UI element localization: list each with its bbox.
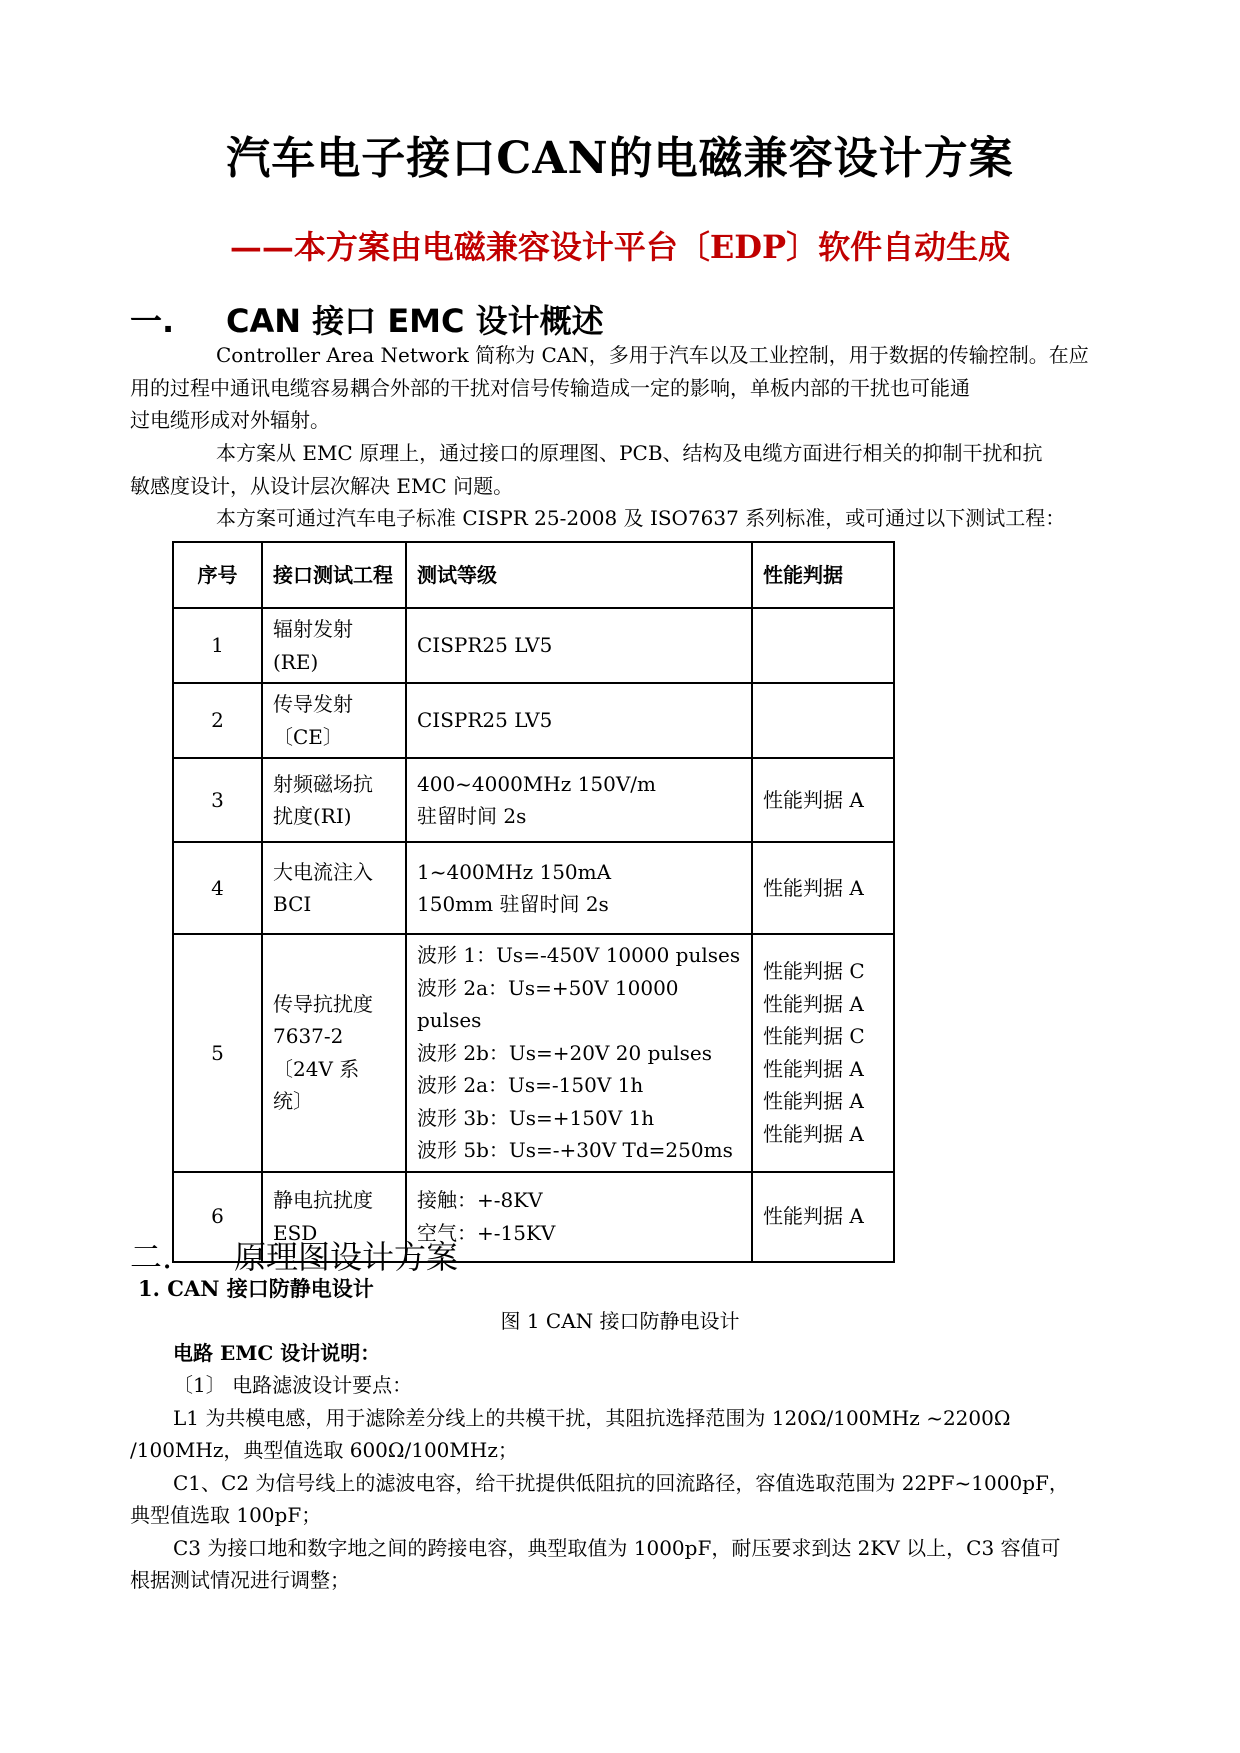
subsection-1-heading: 1. CAN 接口防静电设计 — [138, 1276, 374, 1301]
header-no: 序号 — [173, 542, 262, 608]
point-1-heading: 〔1〕 电路滤波设计要点： — [173, 1373, 413, 1397]
emc-notes-label: 电路 EMC 设计说明： — [173, 1341, 381, 1365]
row-criteria: 性能判据 A — [752, 758, 894, 842]
row-level: CISPR25 LV5 — [406, 608, 752, 683]
row-level: 波形 1：Us=-450V 10000 pulses 波形 2a：Us=+50V 10000 pulses 波形 2b：Us=+20V 20 pulses 波形 2a：Us=-150V 1h 波形 3b：Us=+150V 1h 波形 5b：Us=-+30V Td=250ms — [406, 934, 752, 1172]
row-level: 接触：+-8KV 空气：+-15KV — [406, 1172, 752, 1262]
row-criteria: 性能判据 A — [752, 842, 894, 934]
row-no: 3 — [173, 758, 262, 842]
row-level: 400~4000MHz 150V/m 驻留时间 2s — [406, 758, 752, 842]
row-no: 2 — [173, 683, 262, 758]
section-2-number: 二. — [130, 1238, 173, 1276]
row-item: 辐射发射 (RE) — [262, 608, 406, 683]
row-no: 4 — [173, 842, 262, 934]
intro-paragraph-1 — [130, 339, 1110, 437]
row-item: 传导发射 〔CE〕 — [262, 683, 406, 758]
intro-line: 过电缆形成对外辐射。 — [130, 408, 330, 432]
table-row — [173, 842, 894, 934]
section-1-number: 一. — [130, 302, 175, 340]
table-row — [173, 934, 894, 1172]
section-2-title: 原理图设计方案 — [234, 1238, 459, 1276]
header-level: 测试等级 — [406, 542, 752, 608]
c1c2-line-2: 典型值选取 100pF； — [130, 1503, 322, 1527]
table-row — [173, 683, 894, 758]
c3-line-2: 根据测试情况进行调整； — [130, 1568, 350, 1592]
document-subtitle: ——本方案由电磁兼容设计平台〔EDP〕软件自动生成 — [229, 228, 1011, 266]
test-items-table — [172, 541, 895, 1263]
table-row — [173, 608, 894, 683]
intro-line: 敏感度设计，从设计层次解决 EMC 问题。 — [130, 473, 514, 498]
table-header-row — [173, 542, 894, 608]
document-title: 汽车电子接口CAN的电磁兼容设计方案 — [226, 133, 1014, 184]
row-item: 大电流注入 BCI — [262, 842, 406, 934]
row-no: 1 — [173, 608, 262, 683]
row-no: 5 — [173, 934, 262, 1172]
table-row — [173, 758, 894, 842]
row-item: 射频磁场抗 扰度(RI) — [262, 758, 406, 842]
row-criteria: 性能判据 A — [752, 1172, 894, 1262]
section-1-title: CAN 接口 EMC 设计概述 — [226, 302, 604, 340]
intro-paragraph-2 — [130, 437, 1110, 502]
intro-line: Controller Area Network 简称为 CAN，多用于汽车以及工业控制，用于数据的传输控制。在应 — [216, 343, 1089, 367]
figure-caption: 图 1 CAN 接口防静电设计 — [500, 1309, 740, 1333]
row-criteria — [752, 608, 894, 683]
l1-line-2: /100MHz，典型值选取 600Ω/100MHz； — [130, 1438, 518, 1462]
row-criteria — [752, 683, 894, 758]
row-item: 传导抗扰度 7637-2 〔24V 系 统〕 — [262, 934, 406, 1172]
row-level: CISPR25 LV5 — [406, 683, 752, 758]
l1-line-1: L1 为共模电感，用于滤除差分线上的共模干扰，其阻抗选择范围为 120Ω/100MHz ~2200Ω — [173, 1405, 1011, 1430]
header-criteria: 性能判据 — [752, 542, 894, 608]
row-no: 6 — [173, 1172, 262, 1262]
intro-line: 用的过程中通讯电缆容易耦合外部的干扰对信号传输造成一定的影响，单板内部的干扰也可能通 — [130, 375, 970, 400]
emc-notes-body — [130, 1369, 1110, 1597]
header-item: 接口测试工程 — [262, 542, 406, 608]
row-item: 静电抗扰度 ESD — [262, 1172, 406, 1262]
intro-paragraph-3 — [130, 502, 1110, 535]
intro-line: 本方案可通过汽车电子标准 CISPR 25-2008 及 ISO7637 系列标准，或可通过以下测试工程： — [216, 506, 1066, 530]
c3-line-1: C3 为接口地和数字地之间的跨接电容，典型取值为 1000pF，耐压要求到达 2KV 以上，C3 容值可 — [173, 1535, 1061, 1560]
row-criteria: 性能判据 C 性能判据 A 性能判据 C 性能判据 A 性能判据 A 性能判据 A — [752, 934, 894, 1172]
c1c2-line-1: C1、C2 为信号线上的滤波电容，给干扰提供低阻抗的回流路径，容值选取范围为 22PF~1000pF， — [173, 1470, 1069, 1495]
intro-line: 本方案从 EMC 原理上，通过接口的原理图、PCB、结构及电缆方面进行相关的抑制干扰和抗 — [216, 441, 1043, 465]
row-level: 1~400MHz 150mA 150mm 驻留时间 2s — [406, 842, 752, 934]
